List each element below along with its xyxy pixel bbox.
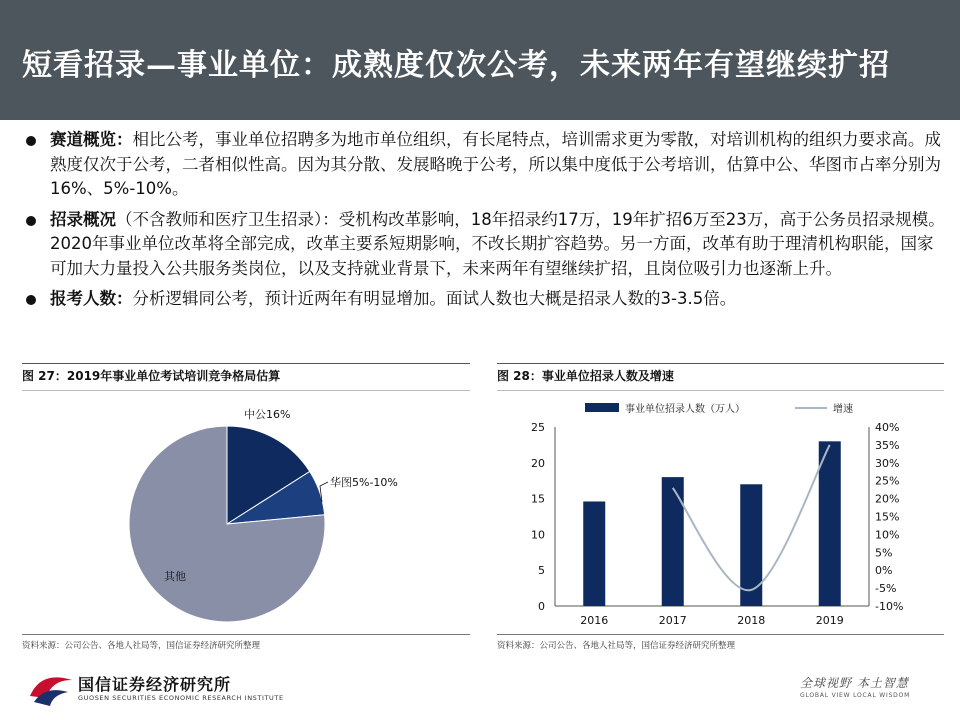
- y2-tick-label: 25%: [875, 474, 900, 488]
- guosen-logo-icon: [28, 668, 74, 708]
- y2-tick-label: 10%: [875, 528, 900, 542]
- x-tick-label: 2019: [815, 614, 844, 627]
- y-tick-label: 20: [531, 456, 545, 470]
- bar-line-chart: [497, 394, 947, 632]
- y-tick-label: 5: [538, 564, 545, 578]
- bar: [740, 484, 762, 606]
- bullet-key: 招录概况: [50, 209, 116, 229]
- figure-27-title: 图 27：2019年事业单位考试培训竞争格局估算: [22, 363, 470, 391]
- y2-tick-label: 30%: [875, 456, 900, 470]
- y2-tick-label: -5%: [875, 582, 897, 596]
- slogan: 全球视野 本土智慧: [800, 676, 909, 690]
- bullet-item: [22, 208, 947, 282]
- bullet-dot-icon: [26, 216, 36, 226]
- legend-line-label: 增速: [833, 404, 853, 415]
- y-tick-label: 15: [531, 492, 545, 506]
- company-name: 国信证券经济研究所: [78, 675, 232, 694]
- company-name-en: GUOSEN SECURITIES ECONOMIC RESEARCH INSTITUTE: [78, 694, 284, 702]
- bar: [583, 501, 605, 606]
- y-tick-label: 10: [531, 528, 545, 542]
- x-tick-label: 2016: [580, 614, 609, 627]
- slogan-en: GLOBAL VIEW LOCAL WISDOM: [800, 692, 911, 699]
- bar: [819, 441, 841, 606]
- pie-label: 中公16%: [244, 408, 291, 421]
- header-bar: [0, 0, 960, 120]
- y2-tick-label: 40%: [875, 421, 900, 434]
- legend-bar-swatch: [585, 403, 619, 412]
- y2-tick-label: 5%: [875, 546, 893, 560]
- pie-label: 华图5%-10%: [330, 476, 398, 489]
- y2-tick-label: 35%: [875, 438, 900, 452]
- bullet-key: 报考人数：: [50, 289, 133, 308]
- page-title: 短看招录—事业单位：成熟度仅次公考，未来两年有望继续扩招: [22, 48, 890, 83]
- x-tick-label: 2018: [737, 614, 766, 627]
- bullet-text: （不含教师和医疗卫生招录）：受机构改革影响，18年招录约17万，19年扩招6万至23万，高于公务员招录规模。2020年事业单位改革将全部完成，改革主要系短期影响，不改长期扩容趋势。另一方面，改革有助于理清机构职能，国家可加大力量投入公共服务类岗位，以及支持就业背景下，未来两年有望继续扩招，且岗位吸引力也逐渐上升。: [50, 209, 945, 278]
- bullet-item: [22, 287, 947, 312]
- x-tick-label: 2017: [658, 614, 687, 627]
- bullet-text: 分析逻辑同公考，预计近两年有明显增加。面试人数也大概是招录人数的3-3.5倍。: [132, 289, 737, 308]
- bullet-text: 相比公考，事业单位招聘多为地市单位组织，有长尾特点，培训需求更为零散，对培训机构的组织力要求高。成熟度仅次于公考，二者相似性高。因为其分散、发展略晚于公考，所以集中度低于公考培训，估算中公、华图市占率分别为16%、5%-10%。: [50, 130, 941, 198]
- y2-tick-label: 15%: [875, 510, 900, 524]
- bullet-list: [22, 128, 947, 318]
- figure-28-source: 资料来源：公司公告、各地人社局等，国信证券经济研究所整理: [497, 634, 944, 654]
- legend-bar-label: 事业单位招录人数（万人）: [625, 404, 745, 415]
- y2-tick-label: -10%: [875, 600, 904, 613]
- bar: [662, 477, 684, 606]
- bullet-dot-icon: [26, 295, 36, 305]
- pie-label: 其他: [164, 570, 186, 583]
- y2-tick-label: 20%: [875, 492, 900, 506]
- bullet-item: [22, 128, 947, 202]
- y2-tick-label: 0%: [875, 564, 893, 578]
- bullet-key: 赛道概览：: [50, 130, 133, 149]
- pie-chart: [22, 394, 472, 632]
- y-tick-label: 25: [531, 421, 545, 434]
- figure-27-source: 资料来源：公司公告、各地人社局等，国信证券经济研究所整理: [22, 634, 470, 654]
- bullet-dot-icon: [26, 136, 36, 146]
- y-tick-label: 0: [538, 600, 545, 613]
- figure-28-title: 图 28：事业单位招录人数及增速: [497, 363, 944, 391]
